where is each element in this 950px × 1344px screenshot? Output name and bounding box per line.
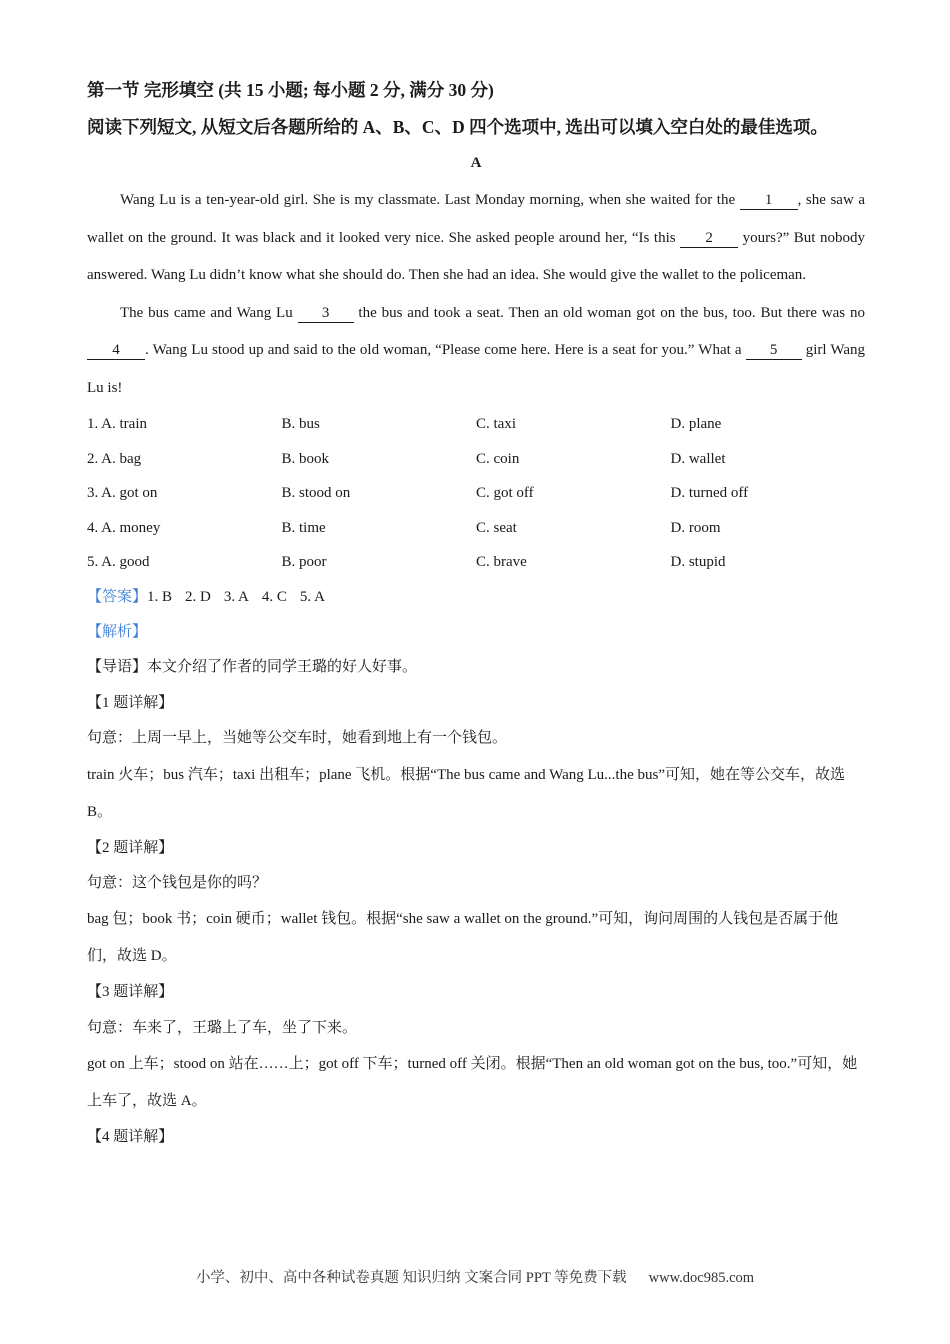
section-heading: 第一节 完形填空 (共 15 小题; 每小题 2 分, 满分 30 分) (87, 80, 494, 100)
option-a: 5. A. good (87, 554, 150, 570)
q3-detail: got on 上车；stood on 站在……上；got off 下车；turned off 关闭。根据“Then an old woman got on the bus, too.”可知，她上车了，故选 A。 (87, 1056, 858, 1110)
option-b: B. stood on (281, 485, 351, 501)
options-list (87, 407, 865, 580)
option-b: B. time (281, 519, 326, 536)
option-c: C. coin (476, 450, 520, 467)
answer-item: 3. A (223, 588, 249, 605)
option-a: 3. A. got on (87, 485, 158, 501)
passage-paragraph-1: Wang Lu is a ten-year-old girl. She is my classmate. Last Monday morning, when she waited for the 1 , she saw a wallet on the ground. It was black and it looked very nice. She asked people around her, “Is this 2 yours?” But nobody answered. Wang Lu didn’t know what she should do. Then she had an idea. She would give the wallet to the policeman. (87, 192, 865, 283)
blank-1: 1 (740, 192, 798, 210)
option-d: D. room (670, 519, 721, 536)
option-c: C. brave (476, 554, 527, 570)
q2-detail: bag 包；book 书；coin 硬币；wallet 钱包。根据“she saw a wallet on the ground.”可知，询问周围的人钱包是否属于他们，故选 D。 (87, 911, 839, 965)
option-c: C. got off (476, 485, 534, 501)
option-d: D. turned off (670, 485, 749, 501)
option-b: B. poor (281, 554, 327, 570)
answer-item: 4. C (261, 588, 287, 605)
analysis-label: 【解析】 (87, 623, 148, 640)
option-row (87, 442, 865, 477)
q3-heading: 【3 题详解】 (87, 984, 174, 1001)
blank-2: 2 (680, 230, 738, 248)
answer-item: 5. A (299, 588, 325, 605)
q1-heading: 【1 题详解】 (87, 694, 174, 711)
passage-paragraph-2: The bus came and Wang Lu 3 the bus and took a seat. Then an old woman got on the bus, too. But there was no 4 . Wang Lu stood up and said to the old woman, “Please come here. Here is a seat for you.” What a 5 girl Wang Lu is! (87, 304, 865, 396)
answer-item: 2. D (185, 588, 211, 605)
option-row (87, 476, 865, 511)
q4-heading: 【4 题详解】 (87, 1129, 174, 1146)
option-c: C. taxi (476, 416, 516, 432)
footer-text: 小学、初中、高中各种试卷真题 知识归纳 文案合同 PPT 等免费下载 (195, 1270, 627, 1286)
blank-5: 5 (746, 342, 802, 360)
option-row (87, 511, 865, 546)
footer-site-link[interactable]: www.doc985.com (648, 1270, 755, 1286)
q2-heading: 【2 题详解】 (87, 839, 174, 856)
option-b: B. book (281, 450, 330, 467)
option-row (87, 407, 865, 442)
blank-4: 4 (87, 342, 145, 360)
blank-3: 3 (298, 305, 354, 323)
option-d: D. wallet (670, 450, 726, 467)
option-d: D. stupid (670, 554, 726, 570)
q1-meaning: 句意：上周一早上，当她等公交车时，她看到地上有一个钱包。 (87, 730, 508, 747)
document-page (87, 72, 865, 1156)
page-footer (0, 1266, 950, 1287)
q1-detail: train 火车；bus 汽车；taxi 出租车；plane 飞机。根据“The bus came and Wang Lu...the bus”可知，她在等公交车，故选 B。 (87, 766, 845, 820)
option-d: D. plane (670, 416, 722, 432)
answer-line (87, 580, 865, 615)
option-b: B. bus (281, 416, 320, 432)
option-c: C. seat (476, 519, 517, 536)
option-a: 1. A. train (87, 416, 147, 432)
passage-label: A (470, 155, 482, 171)
option-a: 4. A. money (87, 519, 161, 536)
q3-meaning: 句意：车来了，王璐上了车，坐了下来。 (87, 1019, 358, 1036)
analysis-intro: 【导语】本文介绍了作者的同学王璐的好人好事。 (87, 659, 418, 676)
answer-label: 【答案】 (87, 588, 148, 605)
option-row (87, 545, 865, 580)
q2-meaning: 句意：这个钱包是你的吗？ (87, 874, 268, 891)
instruction-text: 阅读下列短文, 从短文后各题所给的 A、B、C、D 四个选项中, 选出可以填入空白处的最佳选项。 (87, 117, 828, 137)
answer-item: 1. B (147, 588, 173, 605)
option-a: 2. A. bag (87, 450, 142, 467)
